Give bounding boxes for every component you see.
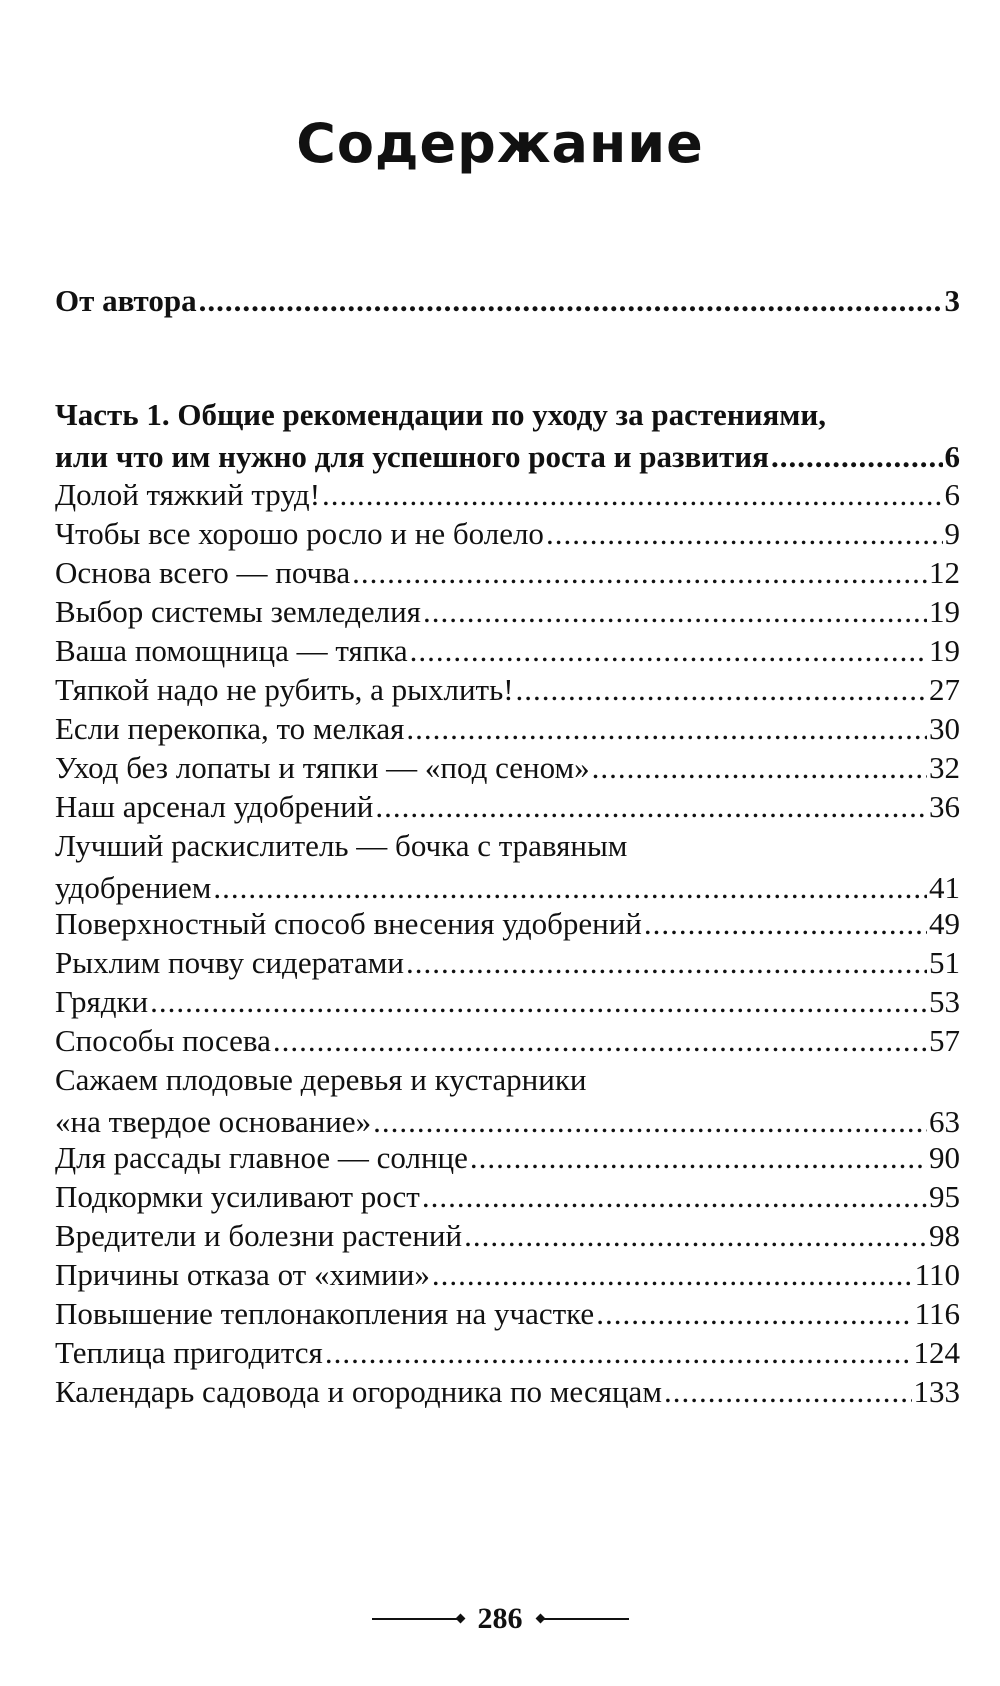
toc-entry <box>55 1059 960 1143</box>
dot-leader <box>325 1332 912 1374</box>
toc-entry-title: Уход без лопаты и тяпки — «под сеном» <box>55 750 590 785</box>
dot-leader <box>199 280 943 322</box>
toc-page-number: 63 <box>929 1104 960 1139</box>
toc-entry-title: Тяпкой надо не рубить, а рыхлить! <box>55 672 514 707</box>
dot-leader <box>406 708 927 750</box>
dot-leader <box>432 1254 913 1296</box>
toc-page-number: 57 <box>929 1023 960 1058</box>
toc-entry <box>55 1254 960 1296</box>
toc-page-number: 32 <box>929 750 960 785</box>
toc-entry <box>55 1215 960 1257</box>
dot-leader <box>464 1215 927 1257</box>
dot-leader <box>406 942 927 984</box>
dot-leader <box>423 591 927 633</box>
toc-entry-title: Рыхлим почву сидератами <box>55 945 404 980</box>
toc-entry <box>55 669 960 711</box>
toc-page-number: 98 <box>929 1218 960 1253</box>
dot-leader <box>546 513 943 555</box>
page-number: 286 <box>477 1602 523 1635</box>
dot-leader <box>273 1020 927 1062</box>
toc-page-number: 6 <box>944 439 960 474</box>
dot-leader <box>322 474 942 516</box>
toc-entry <box>55 708 960 750</box>
toc-page-number: 133 <box>913 1374 960 1409</box>
dot-leader <box>596 1293 912 1335</box>
toc-entry-title: Причины отказа от «химии» <box>55 1257 430 1292</box>
toc-entry-title-line1: Сажаем плодовые деревья и кустарники <box>55 1062 587 1097</box>
toc-entry <box>55 1293 960 1335</box>
page-folio <box>0 1602 1000 1636</box>
dot-leader <box>410 630 927 672</box>
dot-leader <box>422 1176 927 1218</box>
toc-entry <box>55 474 960 516</box>
toc-entry <box>55 552 960 594</box>
toc-entry-from-author <box>55 280 960 322</box>
folio-ornament-right <box>539 1618 629 1620</box>
toc-entry <box>55 1176 960 1218</box>
dot-leader <box>375 786 927 828</box>
dot-leader <box>470 1137 927 1179</box>
dot-leader <box>664 1371 912 1413</box>
toc-entry-title: Повышение теплонакопления на участке <box>55 1296 595 1331</box>
toc-page-number: 36 <box>929 789 960 824</box>
toc-entry-title: Подкормки усиливают рост <box>55 1179 420 1214</box>
toc-page-number: 53 <box>929 984 960 1019</box>
toc-entry <box>55 786 960 828</box>
page-title: Содержание <box>296 112 704 175</box>
toc-entry-part-1 <box>55 394 960 478</box>
toc-entry-title-line1: Лучший раскислитель — бочка с травяным <box>55 828 628 863</box>
toc-entry-title: «на твердое основание» <box>55 1104 372 1139</box>
toc-entry-title: Способы посева <box>55 1023 271 1058</box>
toc-entry <box>55 1332 960 1374</box>
toc-entry-title: От автора <box>55 283 197 318</box>
toc-page-number: 19 <box>929 633 960 668</box>
toc-page-number: 49 <box>929 906 960 941</box>
toc-page-number: 30 <box>929 711 960 746</box>
toc-page-number: 27 <box>929 672 960 707</box>
toc-page-number: 3 <box>944 283 960 318</box>
toc-entry <box>55 747 960 789</box>
toc-entry-title: удобрением <box>55 870 212 905</box>
toc-entry <box>55 513 960 555</box>
dot-leader <box>516 669 927 711</box>
toc-entry <box>55 981 960 1023</box>
toc-entry-title: Ваша помощница — тяпка <box>55 633 408 668</box>
toc-page-number: 90 <box>929 1140 960 1175</box>
toc-entry-title-line1: Часть 1. Общие рекомендации по уходу за растениями, <box>55 397 827 432</box>
toc-page-number: 12 <box>929 555 960 590</box>
toc-page-number: 19 <box>929 594 960 629</box>
dot-leader <box>771 436 943 478</box>
toc-page-number: 6 <box>944 477 960 512</box>
toc-entry-title: Долой тяжкий труд! <box>55 477 321 512</box>
toc-page-number: 110 <box>914 1257 960 1292</box>
dot-leader <box>644 903 927 945</box>
toc-entry <box>55 825 960 909</box>
dot-leader <box>592 747 927 789</box>
toc-entry <box>55 903 960 945</box>
toc-entry-title: Чтобы все хорошо росло и не болело <box>55 516 544 551</box>
toc-page-number: 41 <box>929 870 960 905</box>
toc-entry-title: Календарь садовода и огородника по месяцам <box>55 1374 662 1409</box>
toc-entry <box>55 942 960 984</box>
toc-entry-title: Теплица пригодится <box>55 1335 323 1370</box>
toc-page-number: 116 <box>914 1296 960 1331</box>
toc-entry-title: Вредители и болезни растений <box>55 1218 463 1253</box>
toc-entry-title: Для рассады главное — солнце <box>55 1140 468 1175</box>
toc-entry <box>55 1371 960 1413</box>
toc-entry <box>55 1020 960 1062</box>
toc-entry-title: или что им нужно для успешного роста и развития <box>55 439 769 474</box>
toc-page-number: 51 <box>929 945 960 980</box>
toc-entry <box>55 630 960 672</box>
toc-entry <box>55 591 960 633</box>
toc-entry-title: Наш арсенал удобрений <box>55 789 374 824</box>
toc-page-number: 95 <box>929 1179 960 1214</box>
toc-page-number: 124 <box>913 1335 960 1370</box>
toc-entry-title: Если перекопка, то мелкая <box>55 711 405 746</box>
folio-ornament-left <box>372 1618 462 1620</box>
dot-leader <box>352 552 927 594</box>
toc-entry-title: Поверхностный способ внесения удобрений <box>55 906 642 941</box>
toc-page-number: 9 <box>944 516 960 551</box>
toc-entry-title: Грядки <box>55 984 149 1019</box>
toc-entry-title: Основа всего — почва <box>55 555 351 590</box>
toc-entry <box>55 1137 960 1179</box>
toc-entry-title: Выбор системы земледелия <box>55 594 421 629</box>
dot-leader <box>150 981 927 1023</box>
